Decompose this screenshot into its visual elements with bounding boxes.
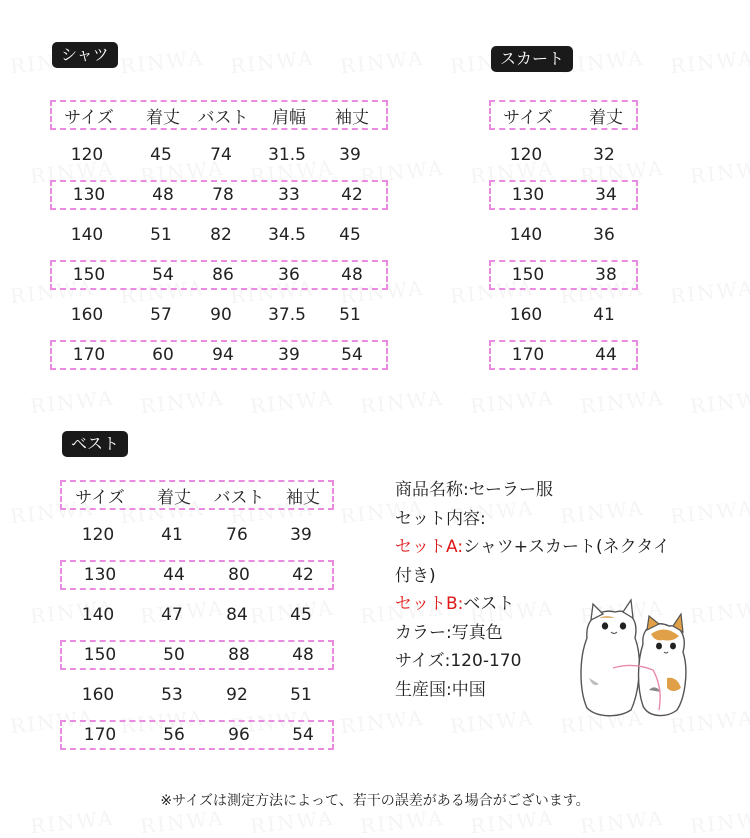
table-header-row <box>50 100 388 130</box>
table-cell: 42 <box>341 185 363 205</box>
set-b-label: セットB: <box>395 594 464 614</box>
watermark-text <box>29 386 116 419</box>
table-header-cell: サイズ <box>503 107 553 128</box>
watermark-text <box>339 46 426 79</box>
table-header-cell: バスト <box>197 107 249 128</box>
vest-section-tag: ベスト <box>62 431 128 457</box>
table-cell: 51 <box>290 685 312 705</box>
size-info: サイズ:120-170 <box>395 651 522 671</box>
table-header-cell: サイズ <box>75 487 125 508</box>
watermark-text <box>469 386 556 419</box>
table-row <box>50 180 388 210</box>
table-header-cell: 袖丈 <box>286 487 320 508</box>
table-row <box>60 520 334 550</box>
table-cell: 170 <box>83 725 117 745</box>
table-row <box>60 720 334 750</box>
watermark-text <box>249 386 336 419</box>
table-row <box>50 340 388 370</box>
vest-size-table <box>60 480 334 752</box>
set-contents: セット内容: <box>395 508 486 529</box>
table-cell: 39 <box>278 345 300 365</box>
watermark-text <box>339 706 426 739</box>
table-cell: 51 <box>339 305 361 325</box>
watermark-text <box>469 806 556 838</box>
product-name: 商品名称:セーラー服 <box>395 480 554 500</box>
table-cell: 130 <box>72 185 106 205</box>
table-cell: 50 <box>163 645 185 665</box>
cats-illustration <box>573 598 693 723</box>
table-cell: 84 <box>226 605 248 625</box>
table-cell: 39 <box>290 525 312 545</box>
table-row <box>489 220 638 250</box>
table-cell: 120 <box>70 145 104 165</box>
watermark-text <box>669 276 750 309</box>
table-cell: 36 <box>278 265 300 285</box>
table-cell: 90 <box>210 305 232 325</box>
watermark-text <box>119 46 206 79</box>
table-cell: 34 <box>595 185 617 205</box>
watermark-text <box>249 806 336 838</box>
table-header-cell: 着丈 <box>157 487 191 508</box>
table-cell: 51 <box>150 225 172 245</box>
table-header-cell: サイズ <box>64 107 114 128</box>
table-cell: 160 <box>70 305 104 325</box>
table-header-row <box>489 100 638 130</box>
table-cell: 57 <box>150 305 172 325</box>
watermark-text <box>29 806 116 838</box>
table-header-cell: 肩幅 <box>272 107 306 128</box>
table-cell: 41 <box>161 525 183 545</box>
table-cell: 33 <box>278 185 300 205</box>
skirt-size-table <box>489 100 638 370</box>
watermark-text <box>579 386 666 419</box>
table-cell: 160 <box>81 685 115 705</box>
watermark-text <box>139 806 226 838</box>
table-cell: 140 <box>81 605 115 625</box>
table-cell: 45 <box>339 225 361 245</box>
table-row <box>489 140 638 170</box>
table-cell: 34.5 <box>268 225 306 245</box>
table-cell: 92 <box>226 685 248 705</box>
watermark-text <box>689 386 750 419</box>
table-cell: 44 <box>163 565 185 585</box>
table-cell: 140 <box>70 225 104 245</box>
table-cell: 60 <box>152 345 174 365</box>
table-cell: 94 <box>212 345 234 365</box>
watermark-text <box>669 46 750 79</box>
table-cell: 82 <box>210 225 232 245</box>
table-cell: 48 <box>341 265 363 285</box>
watermark-text <box>689 806 750 838</box>
watermark-text <box>669 496 750 529</box>
table-row <box>60 560 334 590</box>
table-cell: 44 <box>595 345 617 365</box>
table-cell: 88 <box>228 645 250 665</box>
table-cell: 150 <box>511 265 545 285</box>
set-a-label: セットA: <box>395 537 464 557</box>
table-cell: 48 <box>292 645 314 665</box>
table-cell: 86 <box>212 265 234 285</box>
watermark-text <box>449 706 536 739</box>
table-cell: 47 <box>161 605 183 625</box>
set-a-continued: 付き) <box>395 565 436 586</box>
table-header-row <box>60 480 334 510</box>
table-cell: 41 <box>593 305 615 325</box>
table-cell: 56 <box>163 725 185 745</box>
origin-info: 生産国:中国 <box>395 679 486 700</box>
table-cell: 140 <box>509 225 543 245</box>
table-row <box>50 220 388 250</box>
table-cell: 78 <box>212 185 234 205</box>
table-cell: 48 <box>152 185 174 205</box>
table-cell: 38 <box>595 265 617 285</box>
table-row <box>60 640 334 670</box>
table-cell: 150 <box>72 265 106 285</box>
set-a-value: シャツ+スカート(ネクタイ <box>463 537 670 557</box>
set-a-line <box>395 533 670 562</box>
table-row <box>489 180 638 210</box>
table-row <box>60 600 334 630</box>
table-cell: 45 <box>150 145 172 165</box>
table-cell: 54 <box>152 265 174 285</box>
table-row <box>50 140 388 170</box>
watermark-text <box>229 46 316 79</box>
color-info: カラー:写真色 <box>395 622 503 643</box>
table-header-cell: バスト <box>213 487 265 508</box>
shirt-size-table <box>50 100 388 370</box>
shirt-section-tag: シャツ <box>52 42 118 68</box>
table-cell: 170 <box>511 345 545 365</box>
watermark-text <box>579 806 666 838</box>
table-cell: 54 <box>341 345 363 365</box>
table-cell: 42 <box>292 565 314 585</box>
table-cell: 120 <box>509 145 543 165</box>
table-cell: 37.5 <box>268 305 306 325</box>
table-cell: 53 <box>161 685 183 705</box>
watermark-text <box>359 386 446 419</box>
table-cell: 32 <box>593 145 615 165</box>
watermark-text <box>689 596 750 629</box>
table-cell: 45 <box>290 605 312 625</box>
table-cell: 76 <box>226 525 248 545</box>
table-cell: 170 <box>72 345 106 365</box>
set-b-value: ベスト <box>463 594 515 614</box>
table-row <box>50 260 388 290</box>
table-header-cell: 着丈 <box>146 107 180 128</box>
skirt-section-tag: スカート <box>491 46 573 72</box>
table-cell: 54 <box>292 725 314 745</box>
measurement-note: ※サイズは測定方法によって、若干の誤差がある場合がございます。 <box>160 793 590 809</box>
table-cell: 96 <box>228 725 250 745</box>
table-cell: 120 <box>81 525 115 545</box>
table-row <box>489 260 638 290</box>
table-cell: 130 <box>511 185 545 205</box>
table-cell: 74 <box>210 145 232 165</box>
table-cell: 80 <box>228 565 250 585</box>
table-cell: 31.5 <box>268 145 306 165</box>
table-cell: 36 <box>593 225 615 245</box>
table-row <box>489 340 638 370</box>
table-cell: 39 <box>339 145 361 165</box>
watermark-text <box>139 386 226 419</box>
watermark-text <box>689 156 750 189</box>
table-row <box>50 300 388 330</box>
watermark-text <box>359 806 446 838</box>
table-cell: 160 <box>509 305 543 325</box>
table-row <box>60 680 334 710</box>
table-header-cell: 袖丈 <box>335 107 369 128</box>
table-row <box>489 300 638 330</box>
table-cell: 130 <box>83 565 117 585</box>
table-header-cell: 着丈 <box>589 107 623 128</box>
table-cell: 150 <box>83 645 117 665</box>
